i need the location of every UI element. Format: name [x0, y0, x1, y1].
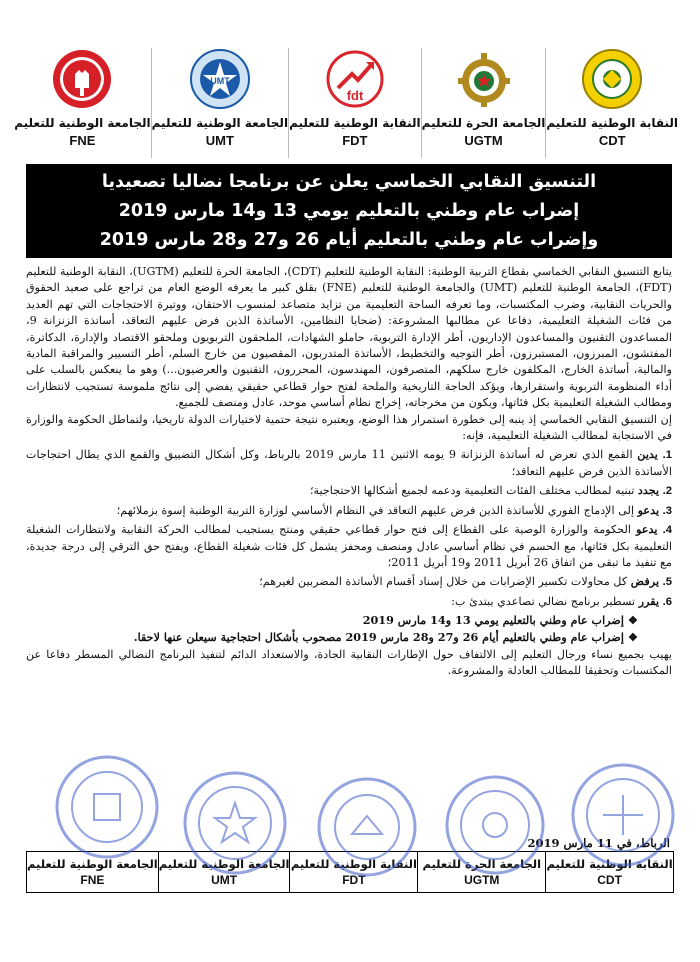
signature-name: النقابة الوطنية للتعليم	[546, 857, 673, 871]
item-text: الحكومة والوزارة الوصية على القطاع إلى فتح حوار قطاعي حقيقي ومنتج يستجيب لمطالب الحركة النقابية ولانتظارات الشغيلة التعليمية بكل فئاتها، مع الحسم في نظام أساسي عادل ومنصف ومحفز يشمل كل فئات شغيلة القطاع، ويفتح حق الترقي إلى درجة جديدة، مع تنفيذ ما تبقى من اتفاق 26 أبريل 2011 و19 أبريل 2011؛	[26, 523, 672, 569]
item-verb: يدين	[637, 447, 658, 462]
demand-item	[26, 482, 672, 499]
union-ugtm	[421, 48, 546, 158]
diamond-bullet-icon: ❖	[627, 613, 638, 628]
signature-table	[26, 851, 674, 893]
item-verb: يدعو	[637, 502, 660, 517]
union-fdt	[288, 48, 421, 158]
union-abbr: UGTM	[464, 133, 503, 148]
position-paragraph: إن التنسيق النقابي الخماسي إذ ينبه إلى خطورة استمرار هذا الوضع، ويعتبره نتيجة حتمية لاختيارات الدولة تاريخيا، ولتماطل الحكومة والوزارة في الاستجابة لمطالب الشغيلة التعليمية، فإنه:	[26, 412, 672, 443]
strike-program	[26, 612, 672, 645]
item-number: 6.	[662, 595, 672, 608]
ugtm-logo-icon	[453, 48, 515, 110]
fdt-logo-text: fdt	[346, 88, 364, 103]
signature-abbr: UMT	[211, 873, 238, 887]
umt-logo-icon	[189, 48, 251, 110]
demand-item	[26, 446, 672, 480]
item-text: القمع الذي تعرض له أساتذة الزنزانة 9 يومه الاثنين 11 مارس 2019 بالرباط، وكل أشكال التضييق والقمع الذي يطال احتجاجات الأساتذة الذين فرض عليهم التعاقد؛	[26, 448, 672, 478]
item-number: 4.	[662, 524, 673, 537]
statement-body	[26, 264, 672, 680]
union-abbr: CDT	[598, 133, 626, 148]
demands-list	[26, 446, 672, 610]
fne-logo-icon	[51, 48, 113, 110]
union-cdt	[545, 48, 678, 158]
signature-cell	[27, 852, 158, 892]
signature-abbr: CDT	[597, 873, 622, 887]
item-text: إلى الإدماج الفوري للأساتذة الذين فرض عليهم التعاقد في النظام الأساسي لوزارة التربية الوطنية إسوة بزملائهم؛	[116, 503, 635, 517]
demand-item	[26, 593, 672, 610]
item-verb: يجدد	[637, 483, 660, 498]
union-name: الجامعة الوطنية للتعليم	[14, 116, 151, 130]
title-line-3: وإضراب عام وطني بالتعليم أيام 26 و27 و28 مارس 2019	[99, 230, 599, 250]
item-verb: يدعو	[636, 522, 658, 537]
date-line: الرباط، في 11 مارس 2019	[527, 836, 670, 850]
union-name: الجامعة الوطنية للتعليم	[151, 116, 289, 130]
title-line-1: التنسيق النقابي الخماسي يعلن عن برنامجا نضاليا تصعيديا	[101, 172, 597, 192]
union-header	[14, 48, 678, 158]
item-text: كل محاولات تكسير الإضرابات من خلال إسناد أقسام الأساتذة المضربين لغيرهم؛	[259, 575, 628, 589]
diamond-bullet-icon: ❖	[627, 629, 638, 644]
title-box	[26, 164, 672, 258]
signature-abbr: UGTM	[464, 873, 500, 887]
signature-abbr: FNE	[80, 873, 105, 887]
demand-item	[26, 521, 672, 571]
item-text: تسطير برنامج نضالي تصاعدي يبتدئ ب:	[451, 594, 636, 608]
item-number: 5.	[662, 576, 672, 589]
union-umt	[151, 48, 288, 158]
signature-name: الجامعة الوطنية للتعليم	[27, 857, 158, 871]
item-text: تبنيه لمطالب مختلف الفئات التعليمية ودعمه لجميع أشكالها الاحتجاجية؛	[309, 484, 635, 498]
union-abbr: FNE	[69, 133, 96, 148]
signature-abbr: FDT	[342, 873, 366, 887]
union-fne	[14, 48, 150, 158]
cdt-logo-icon	[581, 48, 643, 110]
stamp-icon	[52, 752, 162, 862]
fdt-logo-icon	[324, 48, 386, 110]
union-abbr: FDT	[342, 133, 368, 148]
signature-name: الجامعة الحرة للتعليم	[422, 857, 542, 871]
program-item	[26, 612, 638, 628]
signature-name: الجامعة الوطنية للتعليم	[158, 857, 290, 871]
title-line-2: إضراب عام وطني بالتعليم يومي 13 و14 مارس 2019	[118, 201, 580, 221]
signature-cell	[545, 852, 673, 892]
signature-cell	[158, 852, 290, 892]
union-name: الجامعة الحرة للتعليم	[421, 116, 546, 130]
item-number: 2.	[662, 485, 672, 498]
item-number: 3.	[662, 504, 672, 517]
item-number: 1.	[662, 449, 672, 462]
signature-name: النقابة الوطنية للتعليم	[290, 857, 417, 871]
umt-logo-text: UMT	[210, 76, 230, 86]
signature-cell	[289, 852, 417, 892]
signature-cell	[417, 852, 545, 892]
program-text: إضراب عام وطني بالتعليم يومي 13 و14 مارس 2019	[362, 613, 624, 628]
union-name: النقابة الوطنية للتعليم	[289, 116, 421, 130]
union-name: النقابة الوطنية للتعليم	[546, 116, 678, 130]
appeal-paragraph: يهيب بجميع نساء ورجال التعليم إلى الالتفاف حول الإطارات النقابية الجادة، والاستعداد الدائم لتنفيذ البرنامج النضالي المسطر دفاعا عن المكتسبات وتحقيقا للمطالب العادلة والمشروعة.	[26, 647, 672, 678]
program-text: إضراب عام وطني بالتعليم أيام 26 و27 و28 مارس 2019 مصحوب بأشكال احتجاجية سيعلن عنها لاحقا.	[133, 629, 624, 644]
program-item	[26, 629, 638, 645]
demand-item	[26, 573, 672, 590]
item-verb: يقرر	[638, 593, 660, 608]
intro-paragraph: يتابع التنسيق النقابي الخماسي بقطاع التربية الوطنية: النقابة الوطنية للتعليم (CDT)، الجامعة الحرة للتعليم (UGTM)، النقابة الوطنية للتعليم (FDT)، الجامعة الوطنية للتعليم (UMT) والجامعة الوطنية للتعليم (FNE) بقلق كبير ما يعرفه الوضع العام من تراجع على صعيد الحقوق والحريات النقابية، وضرب المكتسبات، وما تعرفه الساحة التعليمية من تزايد متصاعد لمنسوب الاحتقان، ووتيرة الاحتجاجات التي تهم العديد من فئات الشغيلة التعليمية، دفاعا عن مطالبها المشروعة: (ضحايا النظامين، الأساتذة الذين فرض عليهم التعاقد، أساتذة الزنزانة 9، المساعدون التقنيون والمساعدون الإداريون، أطر الإدارة التربوية، حاملو الشهادات، الملحقون التربويون وملحقو الاقتصاد والإدارة، الدكاترة، المفتشون، المبرزون، المستبرزون، أطر التوجيه والتخطيط، الأساتذة المتدربون، المقصيون من خارج السلم، أطر التسيير والمراقبة المادية والمالية، أساتذة الخارج، المكلفون خارج سلكهم، المتصرفون، المهندسون، المحررون، التقنيون والعرضيون...) وهو ما ينعكس بالسلب على أداء المنظومة التربوية واستقرارها، ويؤكد الحاجة التاريخية والملحة لفتح حوار قطاعي حقيقي يفضي إلى نتائج ملموسة تستجيب لانتظارات ومطالب الشغيلة التعليمية بكل فئاتها، ويكون من مخرجاته، إخراج نظام أساسي موحد، عادل ومنصف للجميع.	[26, 265, 673, 410]
demand-item	[26, 502, 672, 519]
union-abbr: UMT	[205, 133, 234, 148]
item-verb: يرفض	[630, 574, 660, 589]
